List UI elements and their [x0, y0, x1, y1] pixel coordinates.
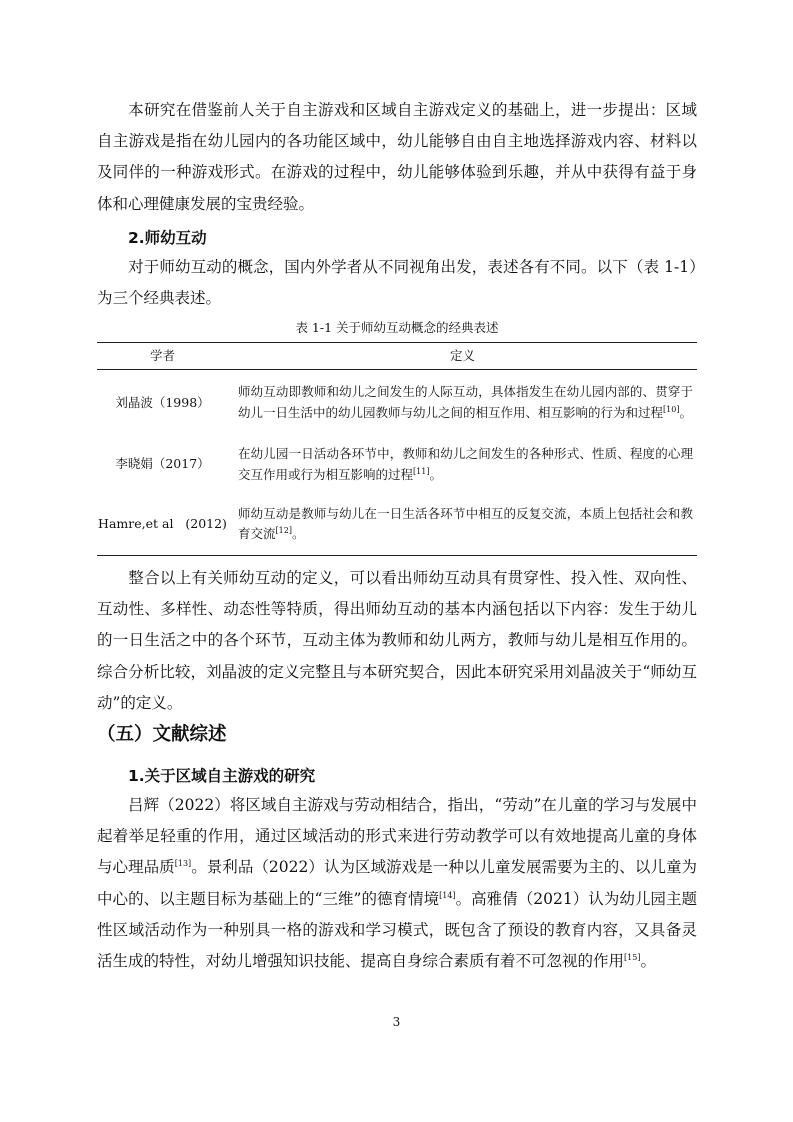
table-caption: 表 1-1 关于师幼互动概念的经典表述: [295, 320, 499, 335]
citation-ref: [12]: [275, 526, 292, 536]
definition-cell: 师幼互动即教师和幼儿之间发生的人际互动，具体指发生在幼儿园内部的、贯穿于幼儿一日生活中的幼儿园教师与幼儿之间的相互作用、相互影响的行为和过程[10]。: [238, 384, 693, 420]
definition-cell: 师幼互动是教师与幼儿在一日生活各环节中相互的反复交流，本质上包括社会和教育交流[12]。: [228, 494, 697, 556]
table-row: [97, 494, 697, 556]
scholar-cell: Hamre,et al (2012): [97, 494, 228, 556]
section-heading-literature-review: （五）文献综述: [97, 724, 227, 745]
definition-cell: 在幼儿园一日活动各环节中，教师和幼儿之间发生的各种形式、性质、程度的心理交互作用或行为相互影响的过程[11]。: [238, 446, 693, 482]
scholar-cell: 李晓娟（2017）: [115, 456, 210, 472]
citation-ref: [11]: [413, 466, 430, 476]
page-number: 3: [392, 1015, 401, 1029]
table-header-row: [97, 343, 697, 370]
citation-ref: [15]: [624, 952, 641, 962]
definitions-table: [97, 342, 697, 556]
scholar-cell: 刘晶波（1998）: [115, 394, 210, 410]
interaction-lead-paragraph: 对于师幼互动的概念，国内外学者从不同视角出发，表述各有不同。以下（表 1-1）为三个经典表述。: [97, 258, 697, 308]
intro-paragraph: 本研究在借鉴前人关于自主游戏和区域自主游戏定义的基础上，进一步提出：区域自主游戏是指在幼儿园内的各功能区域中，幼儿能够自由自主地选择游戏内容、材料以及同伴的一种游戏形式。在游戏的过程中，幼儿能够体验到乐趣，并从中获得有益于身体和心理健康发展的宝贵经验。: [97, 101, 697, 213]
section-heading-teacher-child-interaction: 2.师幼互动: [128, 229, 207, 247]
table-row: [97, 370, 697, 436]
summary-paragraph: 整合以上有关师幼互动的定义，可以看出师幼互动具有贯穿性、投入性、双向性、互动性、多样性、动态性等特质，得出师幼互动的基本内涵包括以下内容：发生于幼儿的一日生活之中的各个环节，互动主体为教师和幼儿两方，教师与幼儿是相互作用的。综合分析比较，刘晶波的定义完整且与本研究契合，因此本研究采用刘晶波关于“师幼互动”的定义。: [97, 569, 697, 712]
citation-ref: [14]: [439, 890, 456, 900]
header-definition: 定义: [228, 343, 697, 370]
regional-play-paragraph: 吕辉（2022）将区域自主游戏与劳动相结合，指出，“劳动”在儿童的学习与发展中起着举足轻重的作用，通过区域活动的形式来进行劳动教学可以有效地提高儿童的身体与心理品质[13]。景利品（2022）认为区域游戏是一种以儿童发展需要为主的、以儿童为中心的、以主题目标为基础上的“三维”的德育情境[14]。高雅倩（2021）认为幼儿园主题性区域活动作为一种别具一格的游戏和学习模式，既包含了预设的教育内容，又具备灵活生成的特性，对幼儿增强知识技能、提高自身综合素质有着不可忽视的作用[15]。: [97, 796, 697, 971]
subsection-heading-regional-play: 1.关于区域自主游戏的研究: [128, 767, 316, 785]
citation-ref: [10]: [663, 404, 680, 414]
table-row: [97, 436, 697, 494]
header-scholar: 学者: [97, 343, 228, 370]
citation-ref: [13]: [174, 859, 192, 869]
